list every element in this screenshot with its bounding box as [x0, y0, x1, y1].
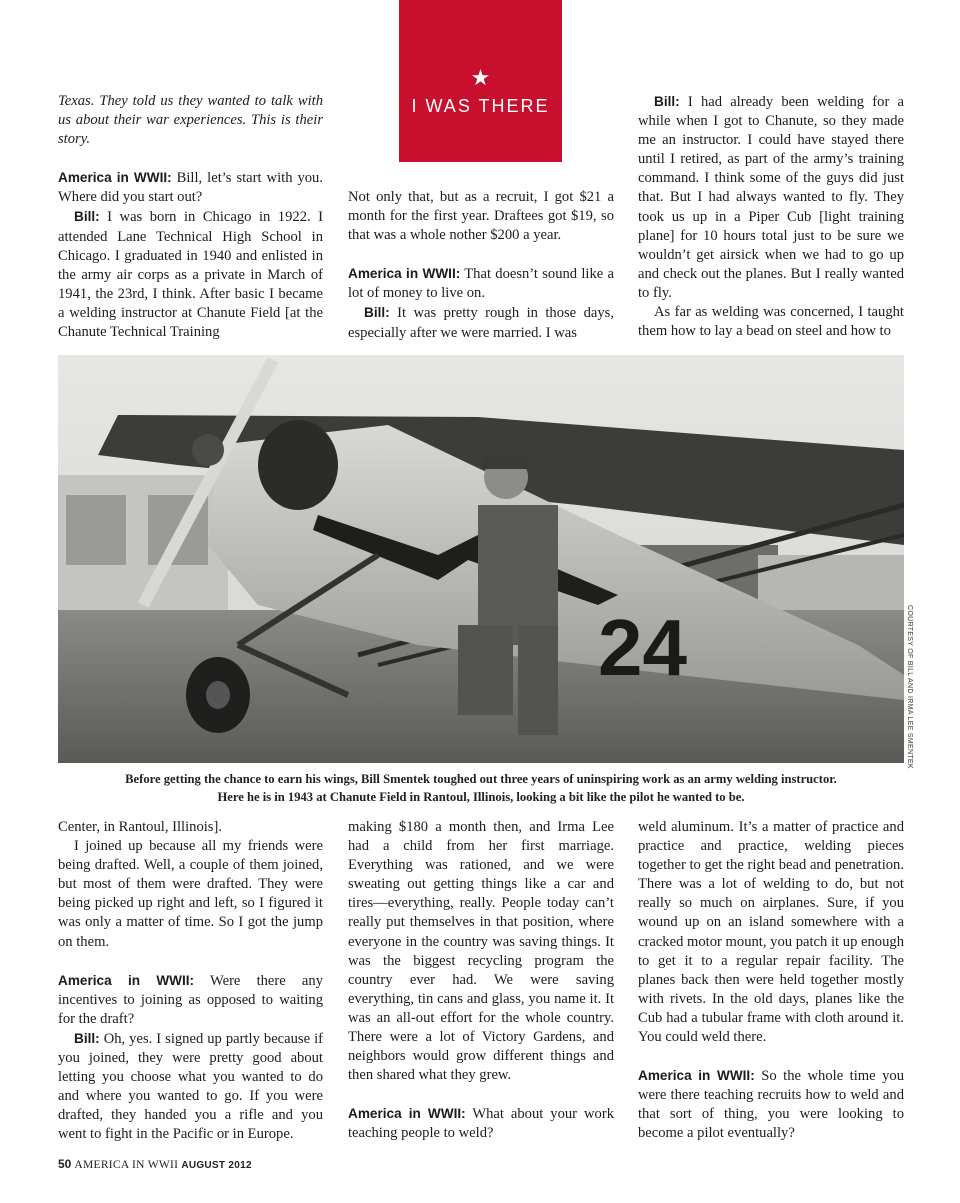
photo-credit-text: COURTESY OF BILL AND IRMA LEE SMENTEK	[906, 605, 913, 769]
answer-paragraph	[58, 1029, 323, 1145]
interviewer-label: America in WWII:	[638, 1068, 755, 1084]
publication-name: AMERICA IN WWII	[74, 1159, 179, 1171]
issue-date: AUGUST 2012	[181, 1160, 252, 1171]
speaker-label: Bill:	[654, 94, 680, 109]
answer-text: I was born in Chicago in 1922. I attended Lane Technical High School in Chicago. I graduated in 1940 and enlisted in the army air corps as a private in March of 1941, the 23rd, I think. After basic I became a welding instructor at Chanute Field [at the Chanute Technical Training	[58, 209, 323, 341]
photo-caption	[58, 770, 904, 806]
answer-paragraph	[58, 207, 323, 342]
question-text: What about your work teaching people to weld?	[348, 1106, 614, 1142]
photo-credit	[904, 605, 922, 769]
answer-paragraph	[348, 303, 614, 342]
page-number: 50	[58, 1157, 72, 1171]
column-3	[638, 92, 904, 341]
section-label: I WAS THERE	[411, 96, 550, 116]
section-banner	[399, 0, 562, 162]
body-paragraph: making $180 a month then, and Irma Lee had a child from her first marriage. Everything was rationed, and we were sweating out getting things like a car and tires—everything, really. People today can’t really put themselves in that position, where everyone in the country was saving things. It was the biggest recycling program the country ever had. We were saving everything, tin cans and glass, you name it. It was an all-out effort for the whole country. There were a lot of Victory Gardens, and neighbors would grow different things and then shared what they grew.	[348, 819, 614, 1084]
caption-line-2: Here he is in 1943 at Chanute Field in Rantoul, Illinois, looking a bit like the pilot he wanted to be.	[217, 790, 745, 804]
question-paragraph	[348, 1104, 614, 1143]
question-paragraph	[638, 1066, 904, 1143]
historical-photo	[58, 355, 904, 763]
intro-paragraph: Texas. They told us they wanted to talk with us about their war experiences. This is their story.	[58, 93, 323, 148]
column-2	[348, 188, 614, 343]
answer-text: It was pretty rough in those days, especially after we were married. I was	[348, 305, 614, 341]
question-paragraph	[58, 168, 323, 207]
answer-text: Oh, yes. I signed up partly because if you joined, they were pretty good about letting you choose what you wanted to do and where you wanted to go. If you were drafted, they handed you a rifle and you went to fight in the Pacific or in Europe.	[58, 1030, 323, 1143]
tail-number: 24	[598, 603, 687, 692]
caption-line-1: Before getting the chance to earn his wings, Bill Smentek toughed out three years of uninspiring work as an army welding instructor.	[125, 772, 837, 786]
page-footer	[58, 1157, 252, 1172]
answer-text: I had already been welding for a while when I got to Chanute, so they made me an instructor. I could have stayed there until I retired, as part of the army’s training command. I think some of the guys did just that. But I had always wanted to fly. They took us up in a Piper Cub [light training plane] for 10 hours total just to be sure we wouldn’t get airsick when we had to go up and check out the planes. But I really wanted to fly.	[638, 94, 904, 301]
star-icon: ★	[470, 66, 491, 91]
question-paragraph	[58, 971, 323, 1029]
speaker-label: Bill:	[364, 305, 390, 321]
answer-paragraph	[638, 92, 904, 303]
column-4	[58, 818, 323, 1145]
body-paragraph: As far as welding was concerned, I taught them how to lay a bead on steel and how to	[638, 304, 904, 340]
column-6	[638, 818, 904, 1144]
column-1	[58, 92, 323, 342]
question-paragraph	[348, 264, 614, 303]
speaker-label: Bill:	[74, 209, 100, 225]
interviewer-label: America in WWII:	[348, 1106, 466, 1122]
speaker-label: Bill:	[74, 1030, 100, 1046]
interviewer-label: America in WWII:	[58, 972, 195, 988]
question-text: That doesn’t sound like a lot of money to live on.	[348, 266, 614, 302]
question-text: Bill, let’s start with you. Where did you start out?	[58, 170, 323, 206]
body-paragraph: weld aluminum. It’s a matter of practice and practice and practice, welding pieces together to get the right bead and penetration. There was a lot of welding to do, but not really so much on airplanes. Sure, if you wound up on an island somewhere with a cracked motor mount, you patch it up enough to get it to a regular repair facility. The planes back then were held together mostly with rivets. In the old days, planes like the Cub had a tubular frame with cloth around it. You could weld there.	[638, 819, 904, 1046]
body-paragraph: Not only that, but as a recruit, I got $21 a month for the first year. Draftees got $19, so that was a whole nother $200 a year.	[348, 189, 614, 244]
question-text: Were there any incentives to joining as opposed to waiting for the draft?	[58, 972, 323, 1027]
question-text: So the whole time you were there teaching recruits how to weld and that sort of thing, you were looking to become a pilot eventually?	[638, 1068, 905, 1142]
body-paragraph: I joined up because all my friends were being drafted. Well, a couple of them joined, but most of them were drafted. They were being picked up right and left, so I figured it was only a matter of time. So I got the jump on them.	[58, 838, 323, 950]
column-5	[348, 818, 614, 1144]
body-paragraph: Center, in Rantoul, Illinois].	[58, 819, 222, 835]
interviewer-label: America in WWII:	[58, 170, 172, 186]
interviewer-label: America in WWII:	[348, 266, 461, 282]
